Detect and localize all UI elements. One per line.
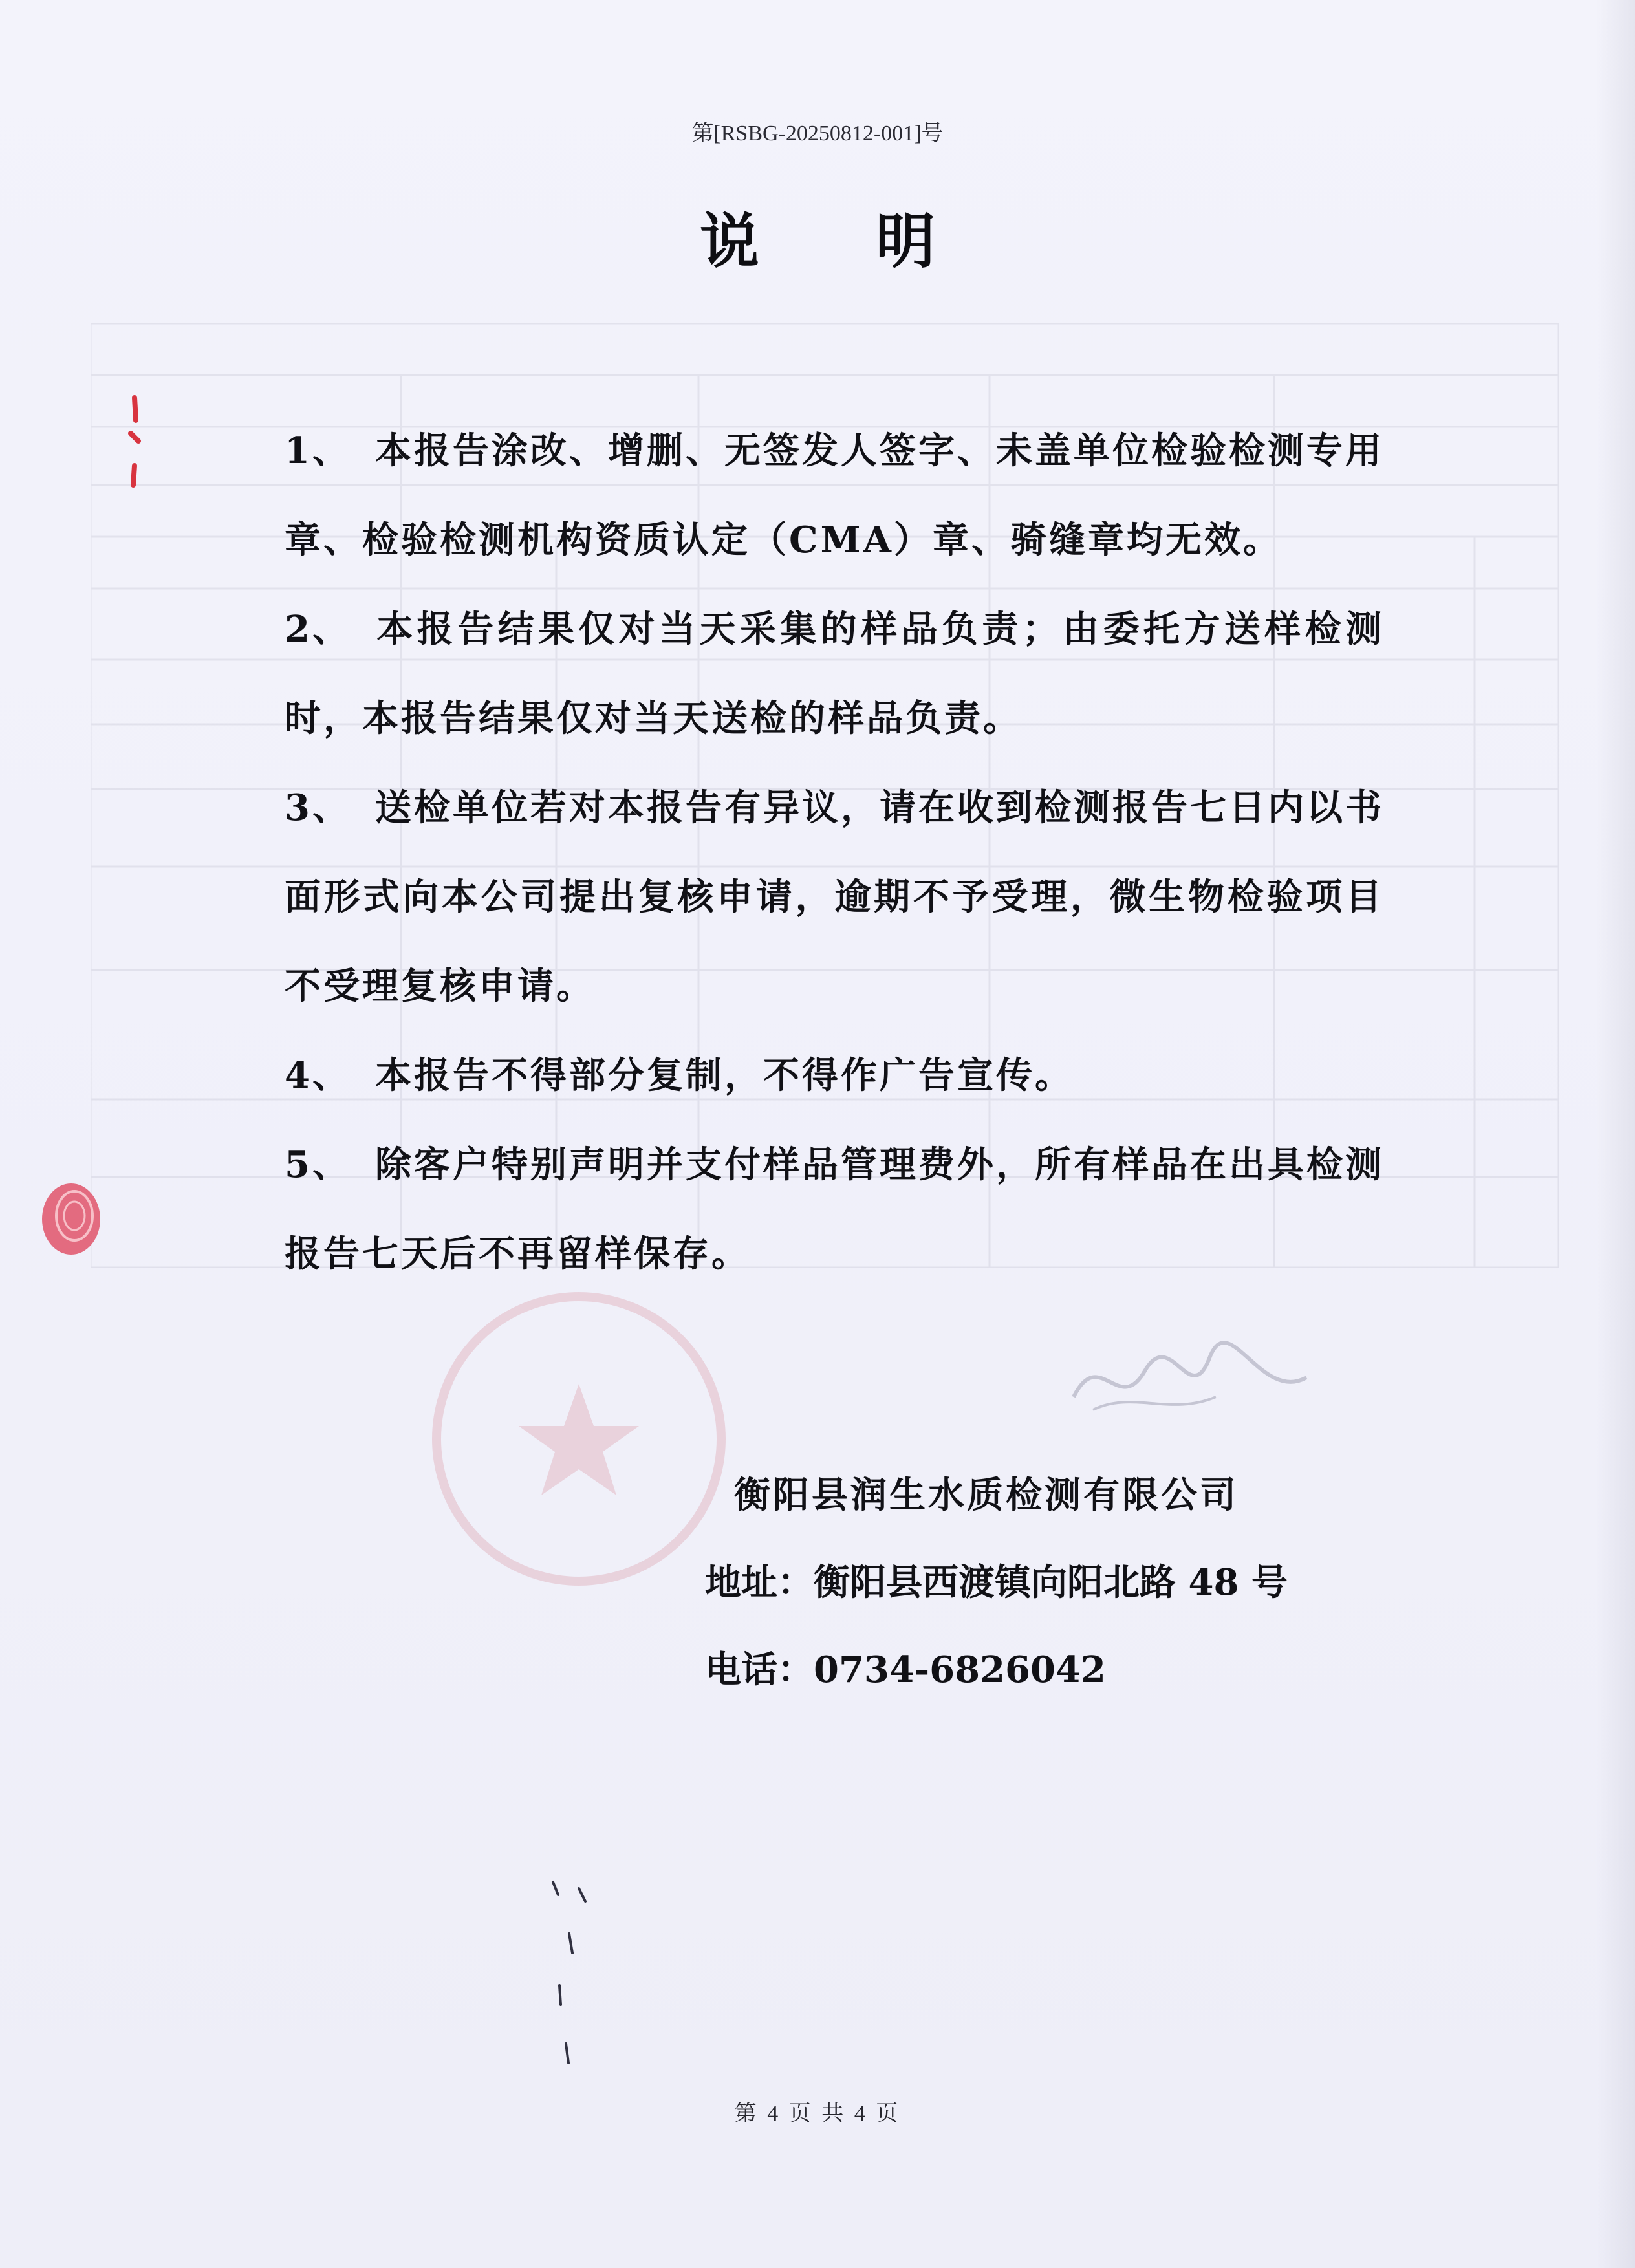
note-text: 本报告涂改、增删、无签发人签字、未盖单位检验检测专用章、检验检测机构资质认定（CMA）章、骑缝章均无效。	[285, 429, 1384, 561]
page-number: 第 4 页 共 4 页	[734, 2102, 901, 2126]
note-number: 3、	[285, 786, 351, 829]
company-name: 衡阳县润生水质检测有限公司	[734, 1474, 1239, 1517]
company-address: 地址：衡阳县西渡镇向阳北路 48 号	[705, 1561, 1288, 1604]
note-item	[285, 763, 1384, 1031]
red-fingerprint-mark	[36, 1177, 107, 1261]
note-text: 本报告结果仅对当天采集的样品负责；由委托方送样检测时，本报告结果仅对当天送检的样品负责。	[285, 608, 1384, 740]
note-item	[285, 585, 1384, 763]
company-phone: 电话：0734-6826042	[705, 1648, 1106, 1691]
report-number: 第[RSBG-20250812-001]号	[691, 122, 944, 146]
notes-list	[285, 406, 1384, 1299]
pencil-scratch	[540, 1875, 605, 2069]
note-number: 2、	[285, 608, 351, 651]
scan-edge-shadow	[1596, 0, 1635, 2268]
company-info	[705, 1452, 1288, 1714]
note-item	[285, 1120, 1384, 1299]
note-number: 1、	[285, 429, 351, 472]
edge-ink-tick	[122, 394, 147, 491]
note-item	[285, 1031, 1384, 1120]
company-seal-bleed	[427, 1287, 731, 1591]
note-item	[285, 406, 1384, 585]
signature-bleed	[1067, 1332, 1313, 1423]
note-text: 本报告不得部分复制，不得作广告宣传。	[375, 1054, 1074, 1097]
note-number: 4、	[285, 1054, 351, 1097]
note-number: 5、	[285, 1143, 351, 1186]
page-title: 说明	[700, 206, 1052, 276]
note-text: 送检单位若对本报告有异议，请在收到检测报告七日内以书面形式向本公司提出复核申请，逾期不予受理，微生物检验项目不受理复核申请。	[285, 786, 1384, 1008]
note-text: 除客户特别声明并支付样品管理费外，所有样品在出具检测报告七天后不再留样保存。	[285, 1143, 1384, 1275]
